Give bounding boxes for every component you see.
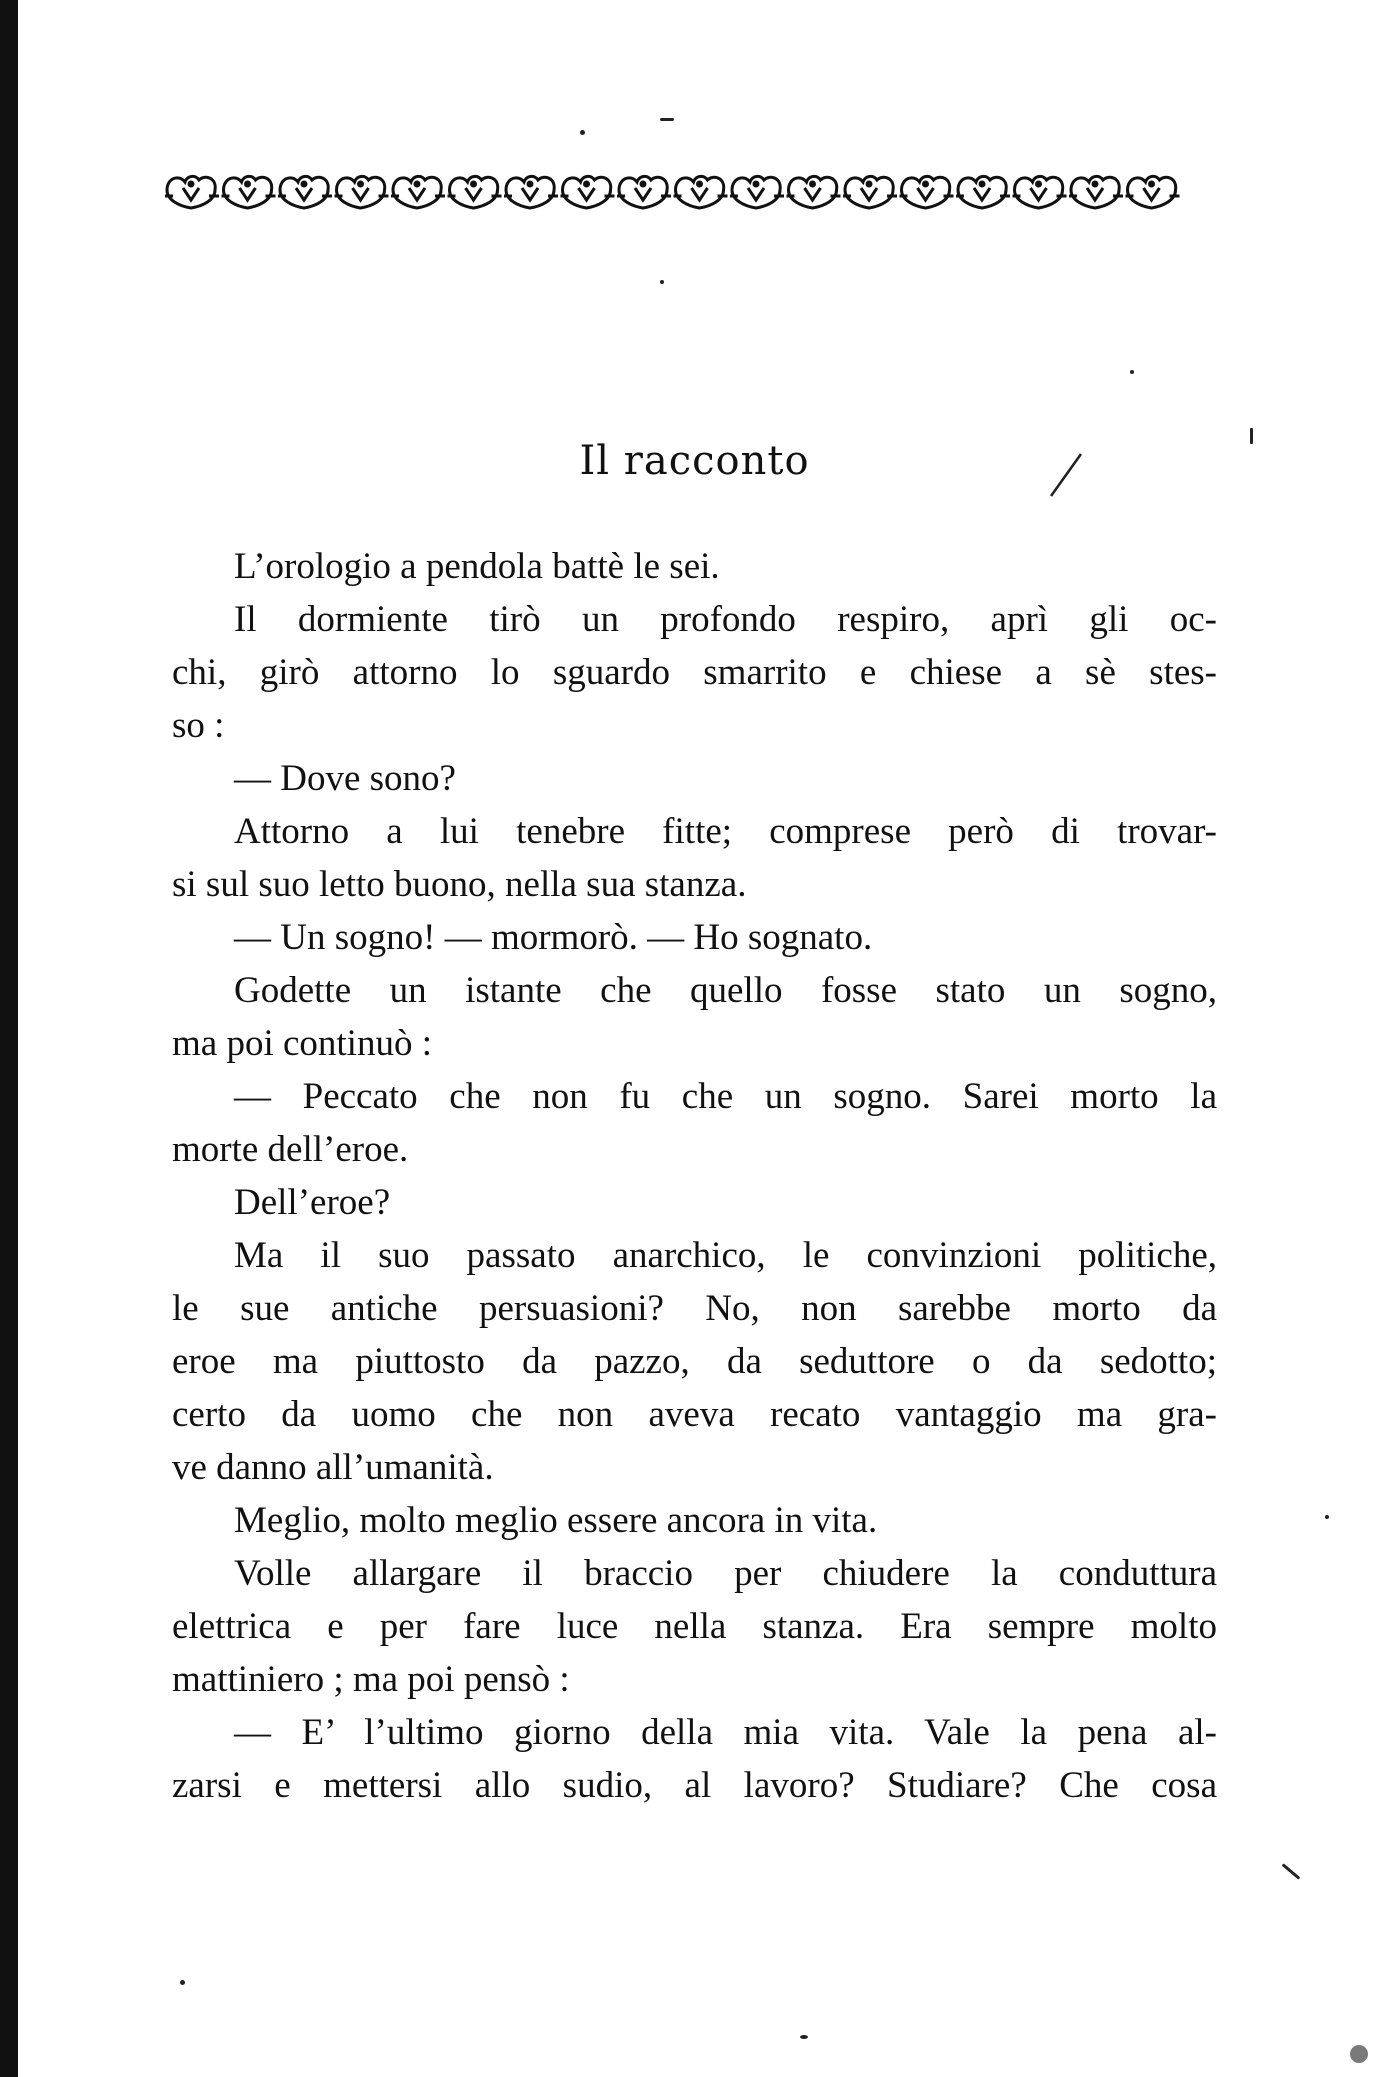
text-line: ve danno all’umanità. (172, 1447, 494, 1488)
page-spine-edge (0, 0, 18, 2077)
text-line: so : (172, 705, 225, 746)
scan-speck (1130, 370, 1134, 374)
pencil-stroke-mark-icon (1045, 450, 1085, 500)
text-line: chi, girò attorno lo sguardo smarrito e chiese a sè stes- (172, 652, 1217, 693)
ornament-border (163, 168, 1183, 212)
scan-speck (800, 2035, 808, 2039)
text-line: le sue antiche persuasioni? No, non sarebbe morto da (172, 1288, 1217, 1329)
text-line: certo da uomo che non aveva recato vantaggio ma gra- (172, 1394, 1217, 1435)
text-line: Meglio, molto meglio essere ancora in vita. (234, 1500, 878, 1541)
text-line: mattiniero ; ma poi pensò : (172, 1659, 570, 1700)
ornament-vine-icon (163, 168, 1183, 212)
text-line: — Peccato che non fu che un sogno. Sarei morto la (234, 1076, 1217, 1117)
scan-speck (180, 1980, 185, 1985)
scan-speck (660, 280, 664, 284)
text-line: ma poi continuò : (172, 1023, 432, 1064)
scan-speck (1250, 428, 1253, 444)
text-line: Volle allargare il braccio per chiudere la conduttura (234, 1553, 1217, 1594)
text-line: eroe ma piuttosto da pazzo, da seduttore o da sedotto; (172, 1341, 1217, 1382)
text-line: Il dormiente tirò un profondo respiro, aprì gli oc- (234, 599, 1217, 640)
text-line: Godette un istante che quello fosse stato un sogno, (234, 970, 1217, 1011)
text-line: Dell’eroe? (234, 1182, 391, 1223)
text-line: Ma il suo passato anarchico, le convinzioni politiche, (234, 1235, 1217, 1276)
text-line: — E’ l’ultimo giorno della mia vita. Vale la pena al- (234, 1712, 1217, 1753)
scan-speck (580, 130, 585, 135)
text-line: elettrica e per fare luce nella stanza. Era sempre molto (172, 1606, 1217, 1647)
scan-speck (1282, 1863, 1301, 1879)
text-line: — Dove sono? (234, 758, 456, 799)
text-line: morte dell’eroe. (172, 1129, 409, 1170)
scan-speck (1350, 2045, 1368, 2063)
body-text (172, 540, 1217, 1812)
text-line: — Un sogno! — mormorò. — Ho sognato. (234, 917, 873, 958)
scan-speck (660, 118, 674, 121)
scan-speck (1325, 1515, 1329, 1519)
text-line: zarsi e mettersi allo sudio, al lavoro? Studiare? Che cosa (172, 1765, 1217, 1806)
text-line: si sul suo letto buono, nella sua stanza. (172, 864, 747, 905)
chapter-title: Il racconto (579, 438, 810, 484)
text-line: L’orologio a pendola battè le sei. (234, 546, 720, 587)
text-line: Attorno a lui tenebre fitte; comprese però di trovar- (234, 811, 1217, 852)
